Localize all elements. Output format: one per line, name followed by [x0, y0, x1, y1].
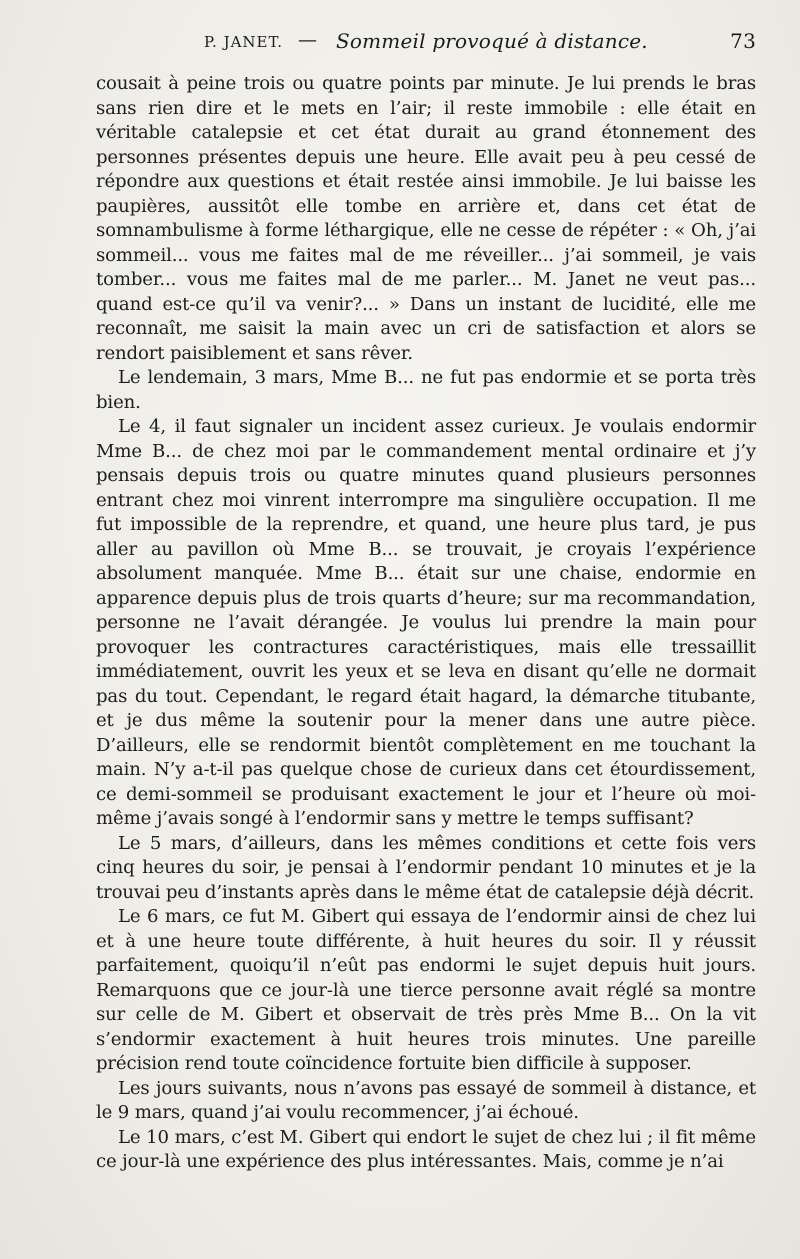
paragraph-3: Le 4, il faut signaler un incident assez curieux. Je voulais endormir Mme B... de chez moi par le commandement mental ordinaire et j’y pensais depuis trois ou quatre minutes quand plusieurs personnes entrant chez moi vinrent interrompre ma singulière occupation. Il me fut impossible de la reprendre, et quand, une heure plus tard, je pus aller au pavillon où Mme B... se trouvait, je croyais l’expérience absolument manquée. Mme B... était sur une chaise, endormie en apparence depuis plus de trois quarts d’heure; sur ma recommandation, personne ne l’avait dérangée. Je voulus lui prendre la main pour provoquer les contractures caractéristiques, mais elle tressaillit immédiatement, ouvrit les yeux et se leva en disant qu’elle ne dormait pas du tout. Cependant, le regard était hagard, la démarche titubante, et je dus même la soutenir pour la mener dans une autre pièce. D’ailleurs, elle se rendormit bientôt complètement en me touchant la main. N’y a-t-il pas quelque chose de curieux dans cet étourdissement, ce demi-sommeil se produisant exactement le jour et l’heure où moi-même j’avais songé à l’endormir sans y mettre le temps suffisant?	[96, 416, 756, 829]
paragraph-2: Le lendemain, 3 mars, Mme B... ne fut pas endormie et se porta très bien.	[96, 367, 756, 413]
paragraph-5: Le 6 mars, ce fut M. Gibert qui essaya de l’endormir ainsi de chez lui et à une heure toute différente, à huit heures du soir. Il y réussit parfaitement, quoiqu’il n’eût pas endormi le sujet depuis huit jours. Remarquons que ce jour-là une tierce personne avait réglé sa montre sur celle de M. Gibert et observait de très près Mme B... On la vit s’endormir exactement à huit heures trois minutes. Une pareille précision rend toute coïncidence fortuite bien difficile à supposer.	[96, 906, 756, 1074]
page-number: 73	[730, 29, 756, 53]
paragraph-1: cousait à peine trois ou quatre points par minute. Je lui prends le bras sans rien dire et le mets en l’air; il reste immobile : elle était en véritable catalepsie et cet état durait au grand étonnement des personnes présentes depuis une heure. Elle avait peu à peu cessé de répondre aux questions et était restée ainsi immobile. Je lui baisse les paupières, aussitôt elle tombe en arrière et, dans cet état de somnambulisme à forme léthargique, elle ne cesse de répéter : « Oh, j’ai sommeil... vous me faites mal de me réveiller... j’ai sommeil, je vais tomber... vous me faites mal de me parler... M. Janet ne veut pas... quand est-ce qu’il va venir?... » Dans un instant de lucidité, elle me reconnaît, me saisit la main avec un cri de satisfaction et alors se rendort paisiblement et sans rêver.	[96, 73, 756, 364]
running-head-dash: —	[298, 29, 318, 51]
paragraph-7: Le 10 mars, c’est M. Gibert qui endort le sujet de chez lui ; il fit même ce jour-là une expérience des plus intéressantes. Mais, comme je n’ai	[96, 1126, 756, 1172]
paragraph-6: Les jours suivants, nous n’avons pas essayé de sommeil à distance, et le 9 mars, quand j’ai voulu recommencer, j’ai échoué.	[96, 1077, 756, 1123]
running-head-author: P. JANET.	[204, 33, 284, 51]
running-head	[96, 0, 756, 62]
paragraph-4: Le 5 mars, d’ailleurs, dans les mêmes conditions et cette fois vers cinq heures du soir, je pensai à l’endormir pendant 10 minutes et je la trouvai peu d’instants après dans le même état de catalepsie déjà décrit.	[96, 832, 756, 903]
body-text	[96, 72, 756, 1175]
running-head-title: Sommeil provoqué à distance.	[336, 29, 648, 53]
